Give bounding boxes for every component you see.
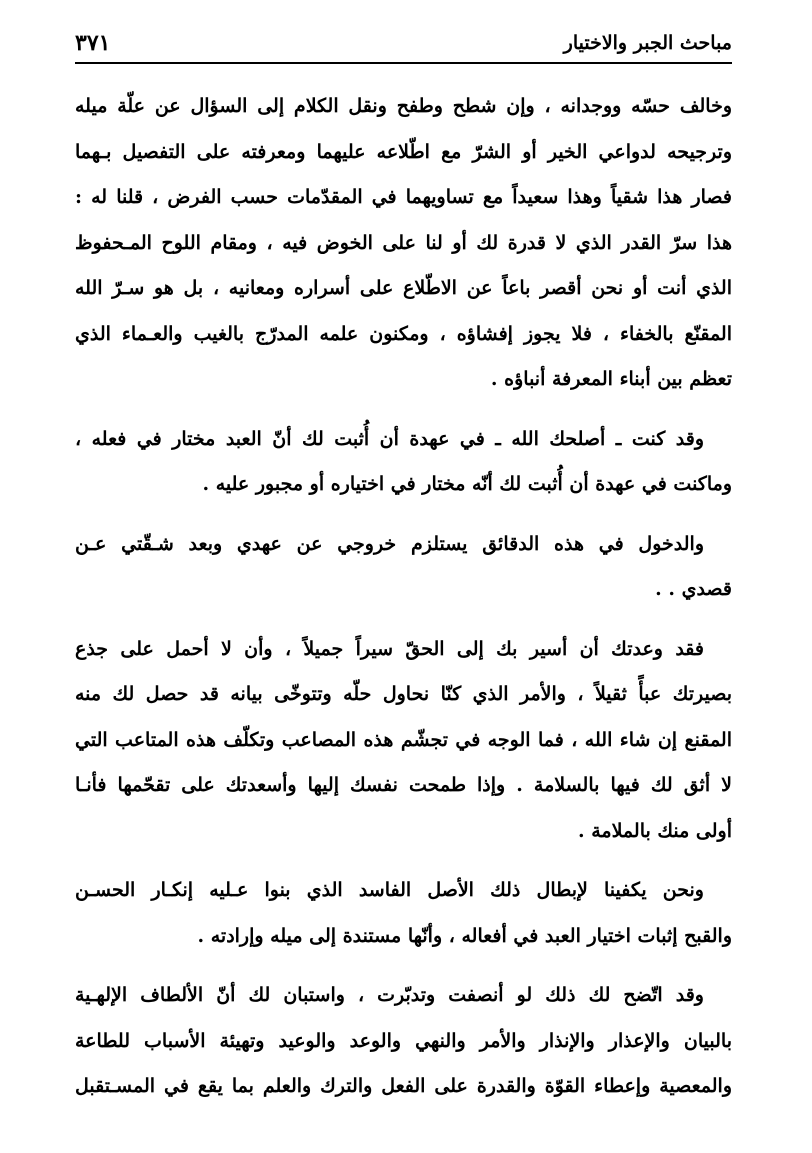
text-line: والدخول في هذه الدقائق يستلزم خروجي عن عهدي وبعد شـقّتي عـن <box>75 532 704 555</box>
text-line: فصار هذا شقياً وهذا سعيداً مع تساويهما في المقدّمات حسب الفرض ، قلنا له : <box>75 186 732 208</box>
text-line: وخالف حسّه ووجدانه ، وإن شطح وطفح ونقل الكلام إلى السؤال عن علّة ميله <box>75 95 732 117</box>
paragraph <box>75 868 732 959</box>
text-line: الذي أنت أو نحن أقصر باعاً عن الاطّلاع على أسراره ومعانيه ، بل هو سـرّ الله <box>75 277 732 299</box>
text-line: قصدي . . <box>655 578 732 600</box>
running-title: مباحث الجبر والاختيار <box>563 32 732 54</box>
paragraph <box>75 522 732 613</box>
page-number: ٣٧١ <box>75 30 111 56</box>
text-line: لا أثق لك فيها بالسلامة . وإذا طمحت نفسك إليها وأسعدتك على تقحّمها فأنـا <box>75 774 732 796</box>
paragraph <box>75 417 732 508</box>
paragraph-gap <box>75 508 732 522</box>
text-line: فقد وعدتك أن أسير بك إلى الحقّ سيراً جميلاً ، وأن لا أحمل على جذع <box>75 637 704 660</box>
text-line: المقنع إن شاء الله ، فما الوجه في تجشّم هذه المصاعب وتكلّف هذه المتاعب التي <box>75 728 732 751</box>
page-header <box>75 26 732 60</box>
paragraph-gap <box>75 959 732 973</box>
text-line: تعظم بين أبناء المعرفة أنباؤه . <box>490 368 732 390</box>
text-line: بصيرتك عبأً ثقيلاً ، والأمر الذي كنّا نحاول حلّه وتتوخّى بيانه قد حصل لك منه <box>75 683 732 705</box>
paragraph <box>75 84 732 403</box>
paragraph <box>75 973 732 1110</box>
paragraph-gap <box>75 403 732 417</box>
text-line: وقد اتّضح لك ذلك لو أنصفت وتدبّرت ، واستبان لك أنّ الألطاف الإلهـية <box>75 984 704 1006</box>
text-line: وقد كنت ـ أصلحك الله ـ في عهدة أن أُثبت لك أنّ العبد مختار في فعله ، <box>75 427 704 450</box>
header-rule <box>75 62 732 64</box>
text-line: والمعصية وإعطاء القوّة والقدرة على الفعل والترك والعلم بما يقع في المسـتقبل <box>75 1075 732 1097</box>
paragraph <box>75 627 732 855</box>
body-text <box>75 84 732 1110</box>
paragraph-gap <box>75 613 732 627</box>
text-line: ونحن يكفينا لإبطال ذلك الأصل الفاسد الذي بنوا عـليه إنكـار الحسـن <box>75 879 704 901</box>
text-line: أولى منك بالملامة . <box>577 819 732 842</box>
text-line: بالبيان والإعذار والإنذار والأمر والنهي والوعد والوعيد وتهيئة الأسباب للطاعة <box>75 1029 732 1052</box>
paragraph-gap <box>75 854 732 868</box>
text-line: هذا سرّ القدر الذي لا قدرة لك أو لنا على الخوض فيه ، ومقام اللوح المـحفوظ <box>75 231 732 254</box>
text-line: وماكنت في عهدة أن أُثبت لك أنّه مختار في اختياره أو مجبور عليه . <box>202 473 732 495</box>
text-line: المقنّع بالخفاء ، فلا يجوز إفشاؤه ، ومكنون علمه المدرّج بالغيب والعـماء الذي <box>75 322 732 345</box>
text-line: والقبح إثبات اختيار العبد في أفعاله ، وأنّها مستندة إلى ميله وإرادته . <box>197 924 732 947</box>
text-line: وترجيحه لدواعي الخير أو الشرّ مع اطّلاعه عليهما ومعرفته على التفصيل بـهما <box>75 140 732 163</box>
